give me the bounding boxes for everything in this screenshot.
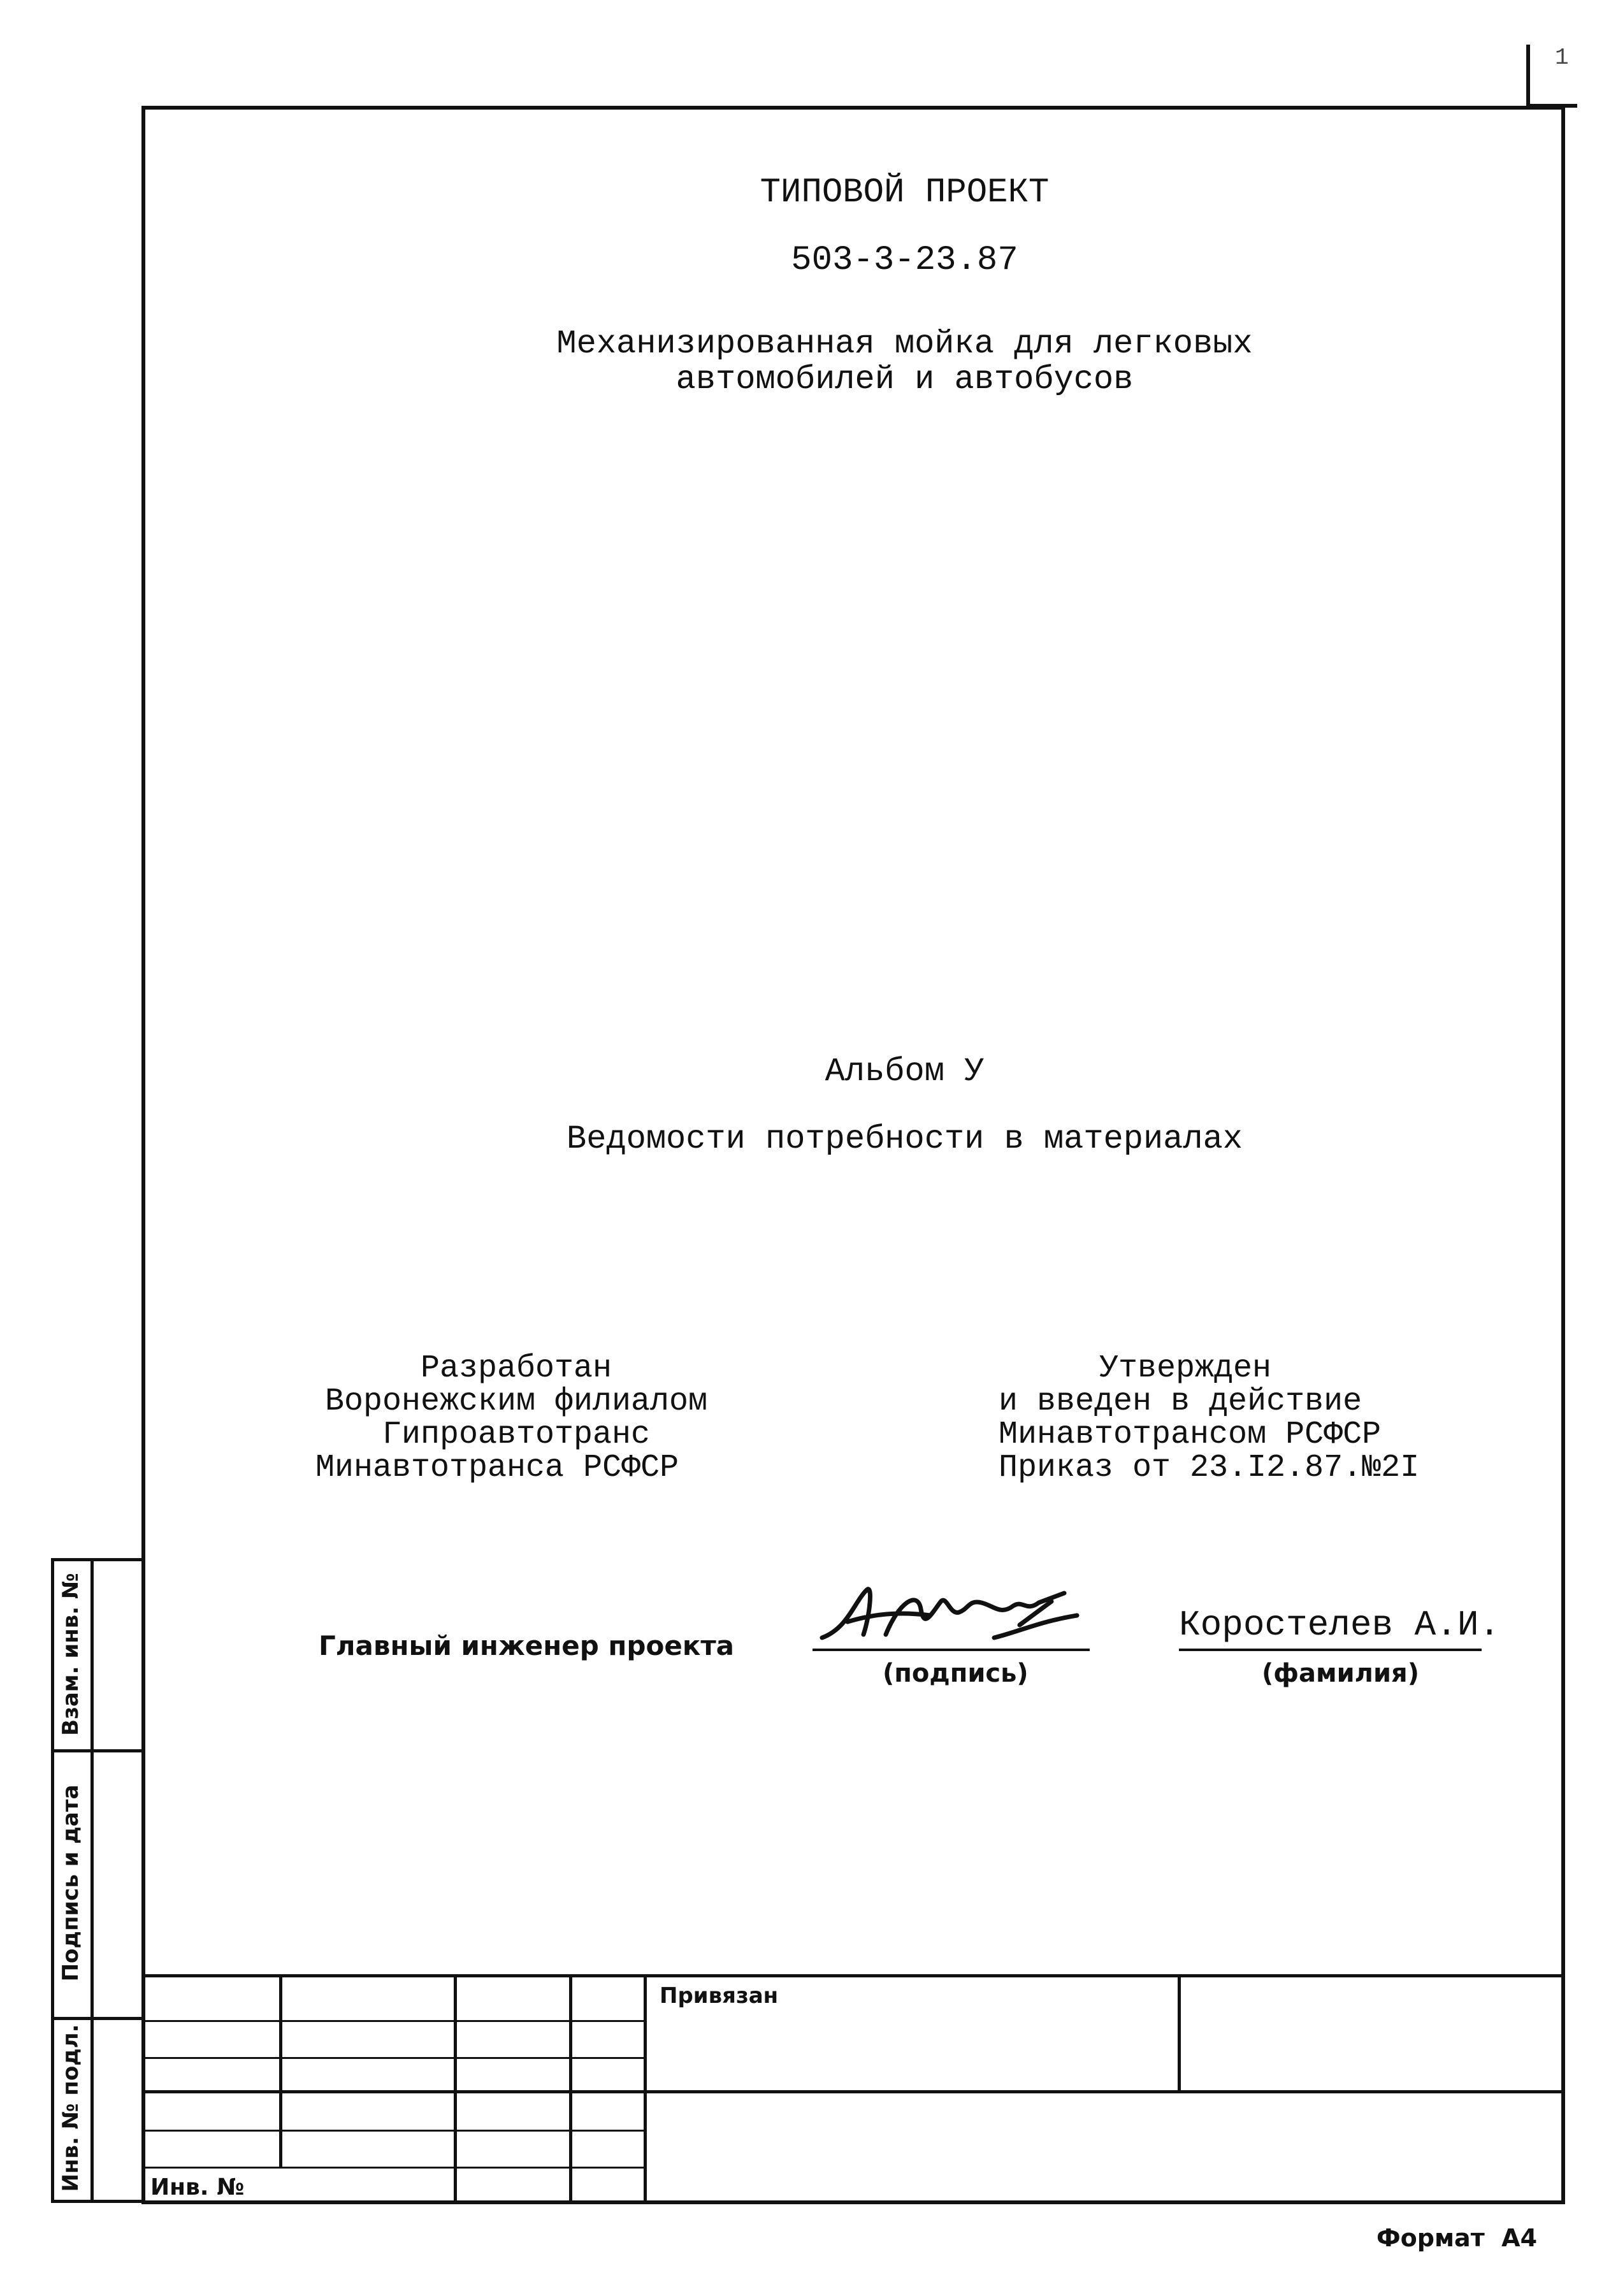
corner-mark (1526, 45, 1530, 108)
engineer-name: Коростелев А.И. (1179, 1605, 1501, 1645)
signature-caption: (подпись) (883, 1659, 1029, 1688)
title-block-col5 (1178, 1974, 1181, 2090)
title-block-col2 (454, 1974, 457, 2204)
side-stamp-vzam-inv: Взам. инв. № (58, 1573, 83, 1736)
page-title: ТИПОВОЙ ПРОЕКТ (760, 173, 1050, 212)
handwritten-signature (809, 1577, 1109, 1654)
project-number: 503-3-23.87 (791, 241, 1018, 280)
approved-line2: и введен в действие (999, 1383, 1362, 1420)
side-stamp-left-border (51, 1558, 54, 2203)
developed-by-block (274, 1352, 758, 1485)
side-stamp-divider (90, 1558, 94, 2203)
developed-line1: Разработан (420, 1350, 612, 1387)
project-name-line1: Механизированная мойка для легковых (556, 325, 1253, 363)
project-name-line2: автомобилей и автобусов (675, 361, 1134, 398)
title-block-col4 (644, 1974, 647, 2204)
signature-underline (813, 1649, 1090, 1651)
privyazan-label: Привязан (660, 1983, 779, 2009)
name-underline (1179, 1649, 1482, 1651)
title-block-row3 (141, 2090, 1565, 2093)
format-label: Формат А4 (1376, 2224, 1538, 2252)
title-block-col1 (279, 1974, 282, 2167)
side-stamp-inv-podl: Инв. № подл. (58, 2024, 83, 2192)
title-block-col3 (569, 1974, 572, 2204)
title-block-top (141, 1974, 1565, 1977)
chief-engineer-label: Главный инженер проекта (319, 1630, 735, 1661)
side-stamp-podpis-data: Подпись и дата (58, 1784, 83, 1982)
developed-line2: Воронежским филиалом (324, 1383, 708, 1420)
name-caption: (фамилия) (1262, 1659, 1419, 1688)
page-number: 1 (1555, 45, 1569, 71)
developed-line4: Минавтотранса РСФСР (315, 1450, 679, 1486)
developed-line3: Гипроавтотранс (382, 1417, 651, 1453)
approved-by-block (981, 1352, 1466, 1485)
approved-line1: Утвержден (1099, 1350, 1272, 1387)
inv-no-label: Инв. № (150, 2174, 245, 2200)
album-name: Альбом У (825, 1053, 985, 1090)
approved-line3: Минавтотрансом РСФСР (999, 1417, 1382, 1453)
album-subject: Ведомости потребности в материалах (567, 1120, 1243, 1158)
approved-line4: Приказ от 23.I2.87.№2I (999, 1450, 1420, 1486)
